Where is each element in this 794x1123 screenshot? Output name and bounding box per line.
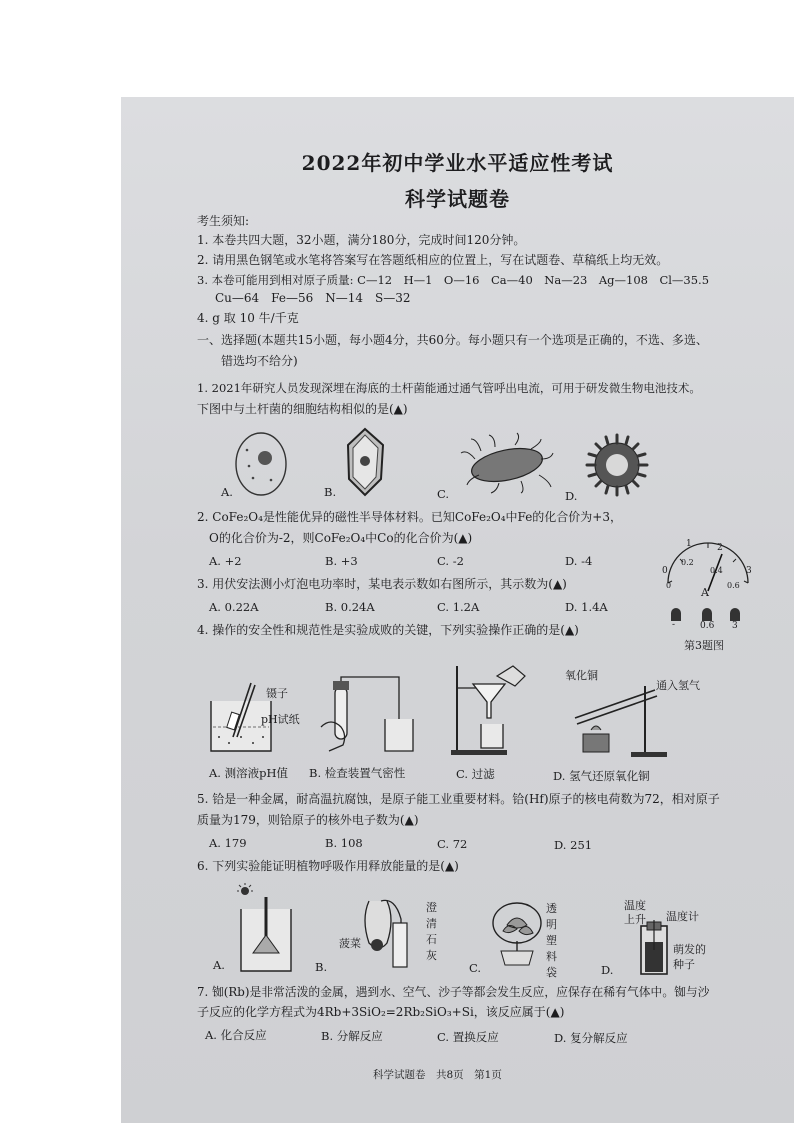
q2-stem: 2. CoFe₂O₄是性能优异的磁性半导体材料。已知CoFe₂O₄中Fe的化合价为+3，: [197, 510, 623, 524]
q6-stem: 6. 下列实验能证明植物呼吸作用释放能量的是(▲): [197, 859, 459, 873]
q6-spinach-label: 菠菜: [339, 937, 361, 950]
q3-option-d: D. 1.4A: [565, 600, 608, 614]
q2-option-d: D. -4: [565, 554, 593, 568]
notice-item-2: 2. 请用黑色钢笔或水笔将答案写在答题纸相应的位置上，写在试题卷、草稿纸上均无效。: [197, 253, 669, 267]
notice-item-3: 3. 本卷可能用到相对原子质量: C—12 H—1 O—16 Ca—40 Na—23 Ag—108 Cl—35.5: [197, 273, 710, 287]
q6-temp-rise-label: 温度上升: [624, 899, 646, 926]
q6-option-d: D.: [601, 963, 614, 977]
q4-tweezers-label: 镊子: [266, 687, 288, 700]
q5-option-d: D. 251: [554, 838, 593, 852]
q2-stem-cont: O的化合价为-2，则CoFe₂O₄中Co的化合价为(▲): [209, 531, 473, 545]
q4-hydrogen-reduction-figure: [571, 682, 671, 758]
q3-option-a: A. 0.22A: [209, 600, 259, 614]
q6-limewater-figure: [347, 897, 427, 971]
exam-subtitle: 科学试题卷: [405, 187, 510, 211]
notice-item-1: 1. 本卷共四大题，32小题，满分180分，完成时间120分钟。: [197, 233, 526, 247]
q7-option-b: B. 分解反应: [321, 1029, 383, 1043]
meter-outer-0: 0: [662, 566, 668, 576]
q3-figure-caption: 第3题图: [684, 639, 724, 652]
q7-option-c: C. 置换反应: [437, 1030, 499, 1044]
q6-seeds-label: 萌发的种子: [673, 943, 706, 971]
q4-stem: 4. 操作的安全性和规范性是实验成败的关键，下列实验操作正确的是(▲): [197, 623, 579, 637]
q4-option-d: D. 氢气还原氧化铜: [553, 769, 650, 783]
q1-stem-cont: 下图中与土杆菌的细胞结构相似的是(▲): [197, 402, 408, 416]
q6-limewater-label: 澄清石灰: [426, 901, 437, 962]
q5-option-b: B. 108: [325, 836, 363, 850]
q1-virus-figure: [585, 433, 649, 497]
terminal-06: 0.6: [700, 621, 715, 631]
exam-page: [121, 97, 794, 1123]
meter-outer-2: 2: [717, 543, 723, 553]
exam-title: 2022年初中学业水平适应性考试: [301, 151, 614, 175]
terminal-3: 3: [732, 621, 738, 631]
q7-stem: 7. 铷(Rb)是非常活泼的金属，遇到水、空气、沙子等都会发生反应，应保存在稀有气体中。铷与沙: [197, 985, 710, 999]
meter-inner-04: 0.4: [710, 566, 723, 575]
q1-option-b: B.: [324, 485, 337, 499]
section-heading: 一、选择题(本题共15小题，每小题4分，共60分。每小题只有一个选项是正确的，不选、多选、: [197, 333, 708, 347]
q1-option-c: C.: [437, 487, 450, 501]
q3-option-c: C. 1.2A: [437, 600, 480, 614]
q1-option-d: D.: [565, 489, 578, 503]
q5-stem: 5. 铪是一种金属，耐高温抗腐蚀，是原子能工业重要材料。铪(Hf)原子的核电荷数为72，相对原子: [197, 792, 720, 806]
q6-option-b: B.: [315, 960, 328, 974]
q1-animal-cell-figure: [233, 430, 293, 498]
q6-thermometer-label: 温度计: [666, 910, 699, 923]
q1-stem: 1. 2021年研究人员发现深埋在海底的土杆菌能通过通气管呼出电流，可用于研发微生物电池技术。: [197, 381, 701, 395]
notice-heading: 考生须知:: [197, 214, 250, 228]
meter-inner-06: 0.6: [727, 581, 740, 590]
page-footer: 科学试题卷 共8页 第1页: [373, 1069, 502, 1081]
notice-item-4: 4. g 取 10 牛/千克: [197, 311, 299, 325]
q4-option-b: B. 检查装置气密性: [309, 766, 406, 780]
q4-airtight-check-figure: [321, 675, 421, 757]
q6-thermos-seeds-figure: [639, 920, 669, 976]
q4-option-a: A. 测溶液pH值: [209, 766, 289, 780]
q7-stem-cont: 子反应的化学方程式为4Rb+3SiO₂=2Rb₂SiO₃+Si，该反应属于(▲): [197, 1005, 565, 1019]
q6-sunlight-plant-figure: [231, 883, 301, 975]
q4-ph-paper-label: pH试纸: [261, 713, 300, 726]
q2-option-a: A. +2: [209, 554, 242, 568]
q6-bag-label: 透明塑料袋: [546, 902, 557, 979]
q1-bacterium-figure: [461, 437, 553, 493]
q3-option-b: B. 0.24A: [325, 600, 375, 614]
q3-stem: 3. 用伏安法测小灯泡电功率时，某电表示数如右图所示，其示数为(▲): [197, 577, 567, 591]
q5-option-a: A. 179: [209, 836, 247, 850]
q4-hydrogen-label: 通入氢气: [656, 679, 700, 692]
meter-unit: A: [701, 586, 709, 599]
q7-option-a: A. 化合反应: [205, 1028, 267, 1042]
section-heading-cont: 错选均不给分): [221, 354, 298, 368]
notice-item-3-cont: Cu—64 Fe—56 N—14 S—32: [215, 291, 411, 305]
q1-plant-cell-figure: [343, 427, 389, 497]
meter-inner-02: 0.2: [681, 558, 694, 567]
q6-bagged-plant-figure: [489, 901, 545, 967]
meter-inner-0: 0: [666, 581, 672, 590]
meter-outer-3: 3: [746, 566, 752, 576]
q2-option-b: B. +3: [325, 554, 358, 568]
q4-copper-oxide-label: 氧化铜: [565, 669, 598, 682]
q5-stem-cont: 质量为179，则铪原子的核外电子数为(▲): [197, 813, 419, 827]
q1-option-a: A.: [221, 485, 233, 499]
q4-option-c: C. 过滤: [456, 767, 495, 781]
q2-option-c: C. -2: [437, 554, 464, 568]
terminal-neg: -: [672, 620, 676, 630]
meter-outer-1: 1: [686, 539, 692, 549]
q7-option-d: D. 复分解反应: [554, 1031, 628, 1045]
q6-option-a: A.: [213, 958, 225, 972]
q6-option-c: C.: [469, 961, 482, 975]
q5-option-c: C. 72: [437, 837, 468, 851]
q4-filtration-figure: [449, 662, 529, 758]
